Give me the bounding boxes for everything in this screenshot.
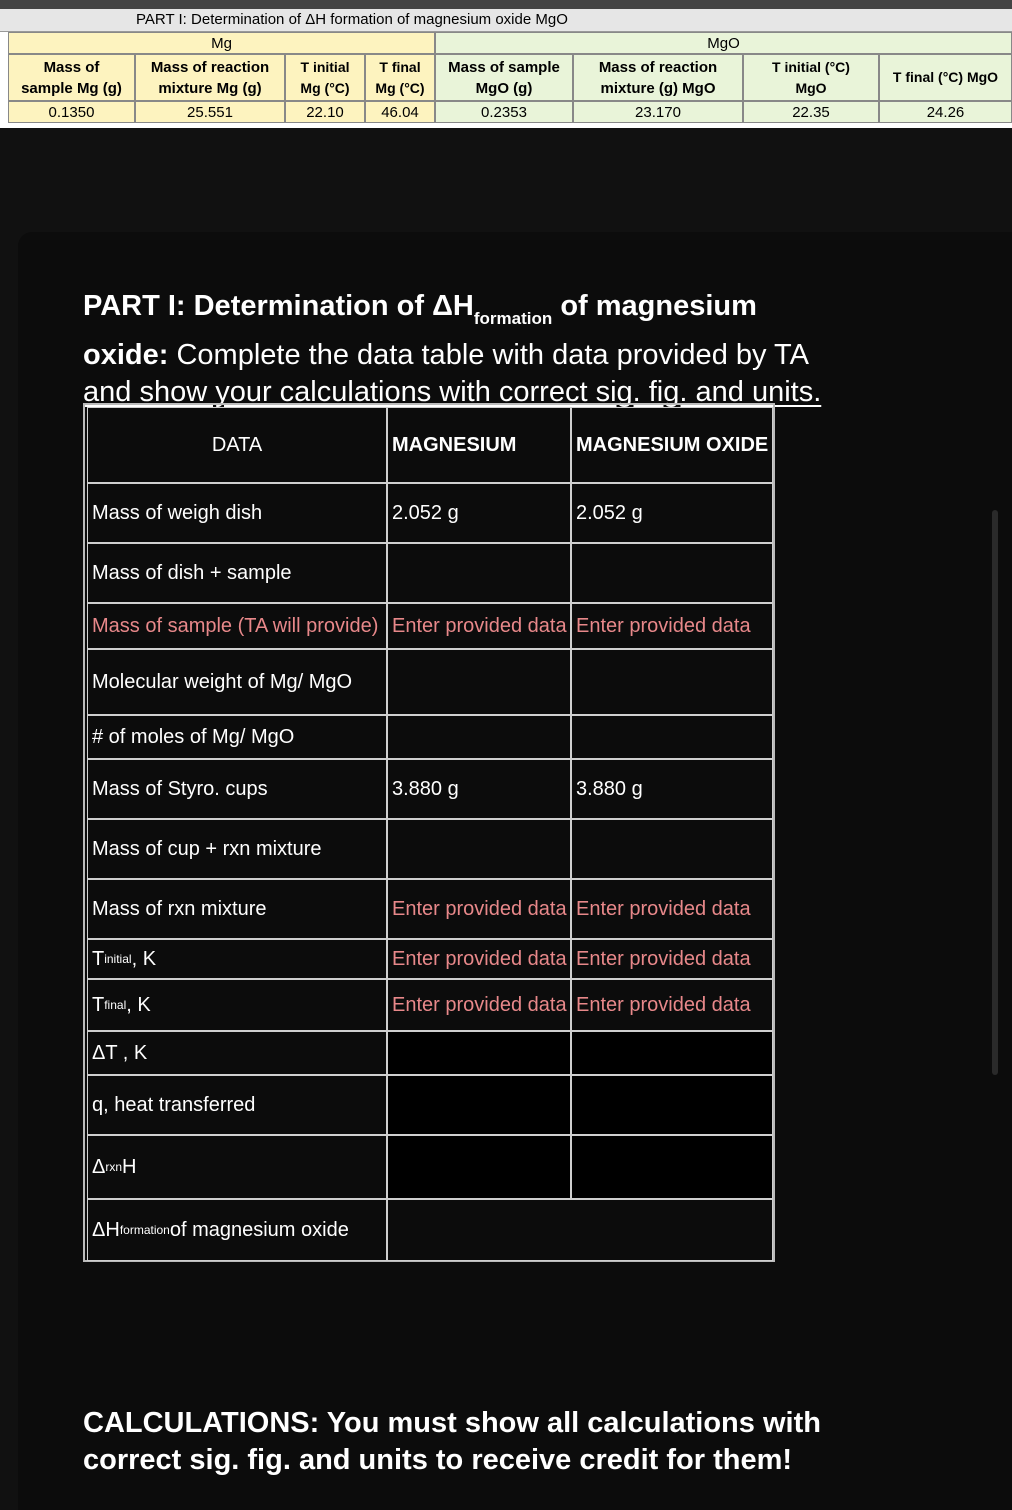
table-cell-magnesium[interactable]: Enter provided data: [387, 603, 571, 649]
table-row-label: Mass of rxn mixture: [87, 879, 387, 939]
data-table: [83, 403, 775, 1262]
table-row-label: # of moles of Mg/ MgO: [87, 715, 387, 759]
table-cell-magnesium[interactable]: [387, 1135, 571, 1199]
spreadsheet-strip: [0, 0, 1012, 128]
table-header-magnesium: MAGNESIUM: [387, 407, 571, 483]
col-header-tfinal-mg: T final Mg (°C): [365, 54, 435, 101]
value-tfinal-mg: 46.04: [365, 101, 435, 123]
value-tinitial-mg: 22.10: [285, 101, 365, 123]
table-row-label: Mass of weigh dish: [87, 483, 387, 543]
table-cell-magnesium-oxide[interactable]: Enter provided data: [571, 939, 773, 979]
value-tinitial-mgo: 22.35: [743, 101, 879, 123]
col-header-mass-rxn-mgo: Mass of reaction mixture (g) MgO: [573, 54, 743, 101]
col-header-tinitial-mgo: T initial (°C) MgO: [743, 54, 879, 101]
sheet-title: PART I: Determination of ΔH formation of magnesium oxide MgO: [136, 11, 568, 28]
table-header-data: DATA: [87, 407, 387, 483]
table-cell-magnesium-oxide[interactable]: Enter provided data: [571, 603, 773, 649]
table-cell-magnesium[interactable]: [387, 649, 571, 715]
table-cell-magnesium-oxide[interactable]: Enter provided data: [571, 879, 773, 939]
value-tfinal-mgo: 24.26: [879, 101, 1012, 123]
part-heading: PART I: Determination of $\Delta H_{formation}$ of magnesium oxide: Complete the data table with data provided by TA and show your calculations with correct sig. fig. and units.: [83, 290, 822, 408]
table-cell-magnesium[interactable]: Enter provided data: [387, 979, 571, 1031]
table-cell-magnesium-oxide[interactable]: [571, 1135, 773, 1199]
table-cell-magnesium-oxide[interactable]: [571, 649, 773, 715]
table-cell-magnesium[interactable]: Enter provided data: [387, 879, 571, 939]
table-row-label: T final , K: [87, 979, 387, 1031]
table-cell-magnesium-oxide[interactable]: [571, 1031, 773, 1075]
table-cell-magnesium-oxide[interactable]: [571, 715, 773, 759]
table-row-label: q, heat transferred: [87, 1075, 387, 1135]
col-header-mass-rxn-mg: Mass of reaction mixture Mg (g): [135, 54, 285, 101]
table-header-magnesium-oxide: MAGNESIUM OXIDE: [571, 407, 773, 483]
table-row-label: Mass of dish + sample: [87, 543, 387, 603]
table-row-label: ΔH formation of magnesium oxide: [87, 1199, 387, 1261]
scrollbar[interactable]: [992, 510, 998, 1075]
table-cell-magnesium-oxide[interactable]: [571, 543, 773, 603]
table-cell-answer[interactable]: [387, 1199, 773, 1261]
table-cell-magnesium[interactable]: [387, 715, 571, 759]
table-cell-magnesium[interactable]: [387, 543, 571, 603]
col-header-tfinal-mgo: T final (°C) MgO: [879, 54, 1012, 101]
group-header-mgo: MgO: [435, 32, 1012, 54]
col-header-mass-sample-mg: Mass of sample Mg (g): [8, 54, 135, 101]
value-mass-rxn-mgo: 23.170: [573, 101, 743, 123]
table-cell-magnesium-oxide[interactable]: [571, 819, 773, 879]
sheet-top-border: [0, 0, 1012, 9]
table-cell-magnesium[interactable]: 3.880 g: [387, 759, 571, 819]
table-cell-magnesium-oxide[interactable]: 3.880 g: [571, 759, 773, 819]
table-row-label: Mass of cup + rxn mixture: [87, 819, 387, 879]
table-cell-magnesium[interactable]: Enter provided data: [387, 939, 571, 979]
value-mass-sample-mg: 0.1350: [8, 101, 135, 123]
table-row-label: T initial , K: [87, 939, 387, 979]
col-header-tinitial-mg: T initial Mg (°C): [285, 54, 365, 101]
table-row-label: ΔT , K: [87, 1031, 387, 1075]
table-cell-magnesium[interactable]: [387, 1031, 571, 1075]
sheet-title-bar: [0, 9, 1012, 32]
calculations-heading: CALCULATIONS: You must show all calculations with correct sig. fig. and units to receive credit for them!: [83, 1407, 821, 1476]
table-cell-magnesium[interactable]: [387, 1075, 571, 1135]
value-mass-sample-mgo: 0.2353: [435, 101, 573, 123]
table-cell-magnesium-oxide[interactable]: [571, 1075, 773, 1135]
table-cell-magnesium-oxide[interactable]: 2.052 g: [571, 483, 773, 543]
table-cell-magnesium[interactable]: 2.052 g: [387, 483, 571, 543]
table-cell-magnesium-oxide[interactable]: Enter provided data: [571, 979, 773, 1031]
col-header-mass-sample-mgo: Mass of sample MgO (g): [435, 54, 573, 101]
table-cell-magnesium[interactable]: [387, 819, 571, 879]
table-row-label: Mass of sample (TA will provide): [87, 603, 387, 649]
value-mass-rxn-mg: 25.551: [135, 101, 285, 123]
group-header-mg: Mg: [8, 32, 435, 54]
table-row-label: Δ rxn H: [87, 1135, 387, 1199]
table-row-label: Molecular weight of Mg/ MgO: [87, 649, 387, 715]
table-row-label: Mass of Styro. cups: [87, 759, 387, 819]
